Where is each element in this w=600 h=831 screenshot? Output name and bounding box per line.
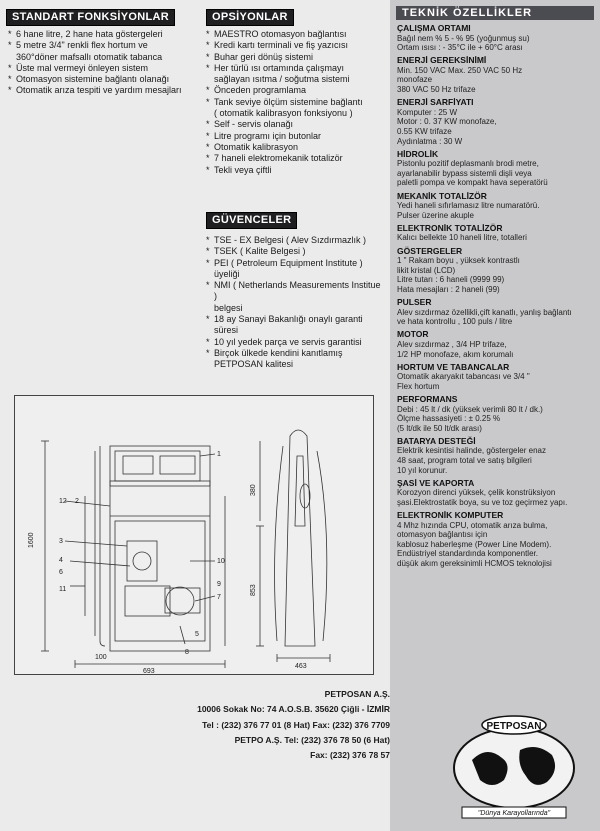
spec-text: Komputer : 25 W Motor : 0. 37 KW monofaze, 0.55 KW trifaze Aydınlatma : 30 W [397, 107, 497, 146]
spec-text: Yedi haneli sıfırlamasız litre numaratörü. Pulser üzerine akuple [397, 201, 540, 220]
part-3: 3 [59, 538, 63, 545]
list-item: * NMI ( Netherlands Measurements Institue ) [206, 280, 386, 303]
company-address [140, 687, 390, 763]
list-item: * 7 haneli elektromekanik totalizör [206, 153, 386, 164]
display-panel [115, 451, 200, 481]
part-6: 6 [59, 569, 63, 576]
spec-heading: MOTOR [397, 329, 429, 340]
spec-text: Korozyon direnci yüksek, çelik konstrüksiyon şasi.Elektrostatik boya, su ve toz geçirmez yapı. [397, 488, 568, 507]
spec-text: Min. 150 VAC Max. 250 VAC 50 Hz monofaze 380 VAC 50 Hz trifaze [397, 65, 523, 95]
options-heading: OPSİYONLAR [206, 9, 294, 26]
spec-heading: ELEKTRONİK KOMPUTER [397, 510, 504, 521]
guarantees-heading: GÜVENCELER [206, 212, 297, 229]
list-item: üyeliği [214, 268, 240, 279]
company-phone-1: Tel : (232) 376 77 01 (8 Hat) Fax: (232) 376 7709 [202, 719, 390, 730]
spec-text: Alev sızdırmaz , 3/4 HP trifaze, 1/2 HP monofaze, akım korumalı [397, 339, 514, 359]
part-10: 10 [217, 558, 225, 565]
dispenser-front-body [110, 446, 210, 651]
dim-693: 693 [143, 668, 155, 674]
list-item: * Üste mal vermeyi önleyen sistem [8, 63, 198, 74]
company-street: 10006 Sokak No: 74 A.O.S.B. 35620 Çiğli - İZMİR [197, 704, 390, 715]
spec-section [397, 511, 597, 569]
list-item: * PEI ( Petroleum Equipment Institute ) [206, 258, 386, 269]
spec-heading: PULSER [397, 297, 432, 308]
spec-section [397, 56, 597, 94]
list-item: * Her türlü ısı ortamında çalışmayı [206, 63, 386, 74]
list-item: * Tank seviye ölçüm sistemine bağlantı [206, 97, 386, 108]
spec-heading: HİDROLİK [397, 148, 439, 159]
list-item: ( otomatik kalibrasyon fonksiyonu ) [214, 108, 353, 119]
logo-brand: PETPOSAN [486, 721, 542, 732]
list-item: * 5 metre 3/4" renkli flex hortum ve [8, 40, 198, 51]
list-item: 360°döner mafsallı otomatik tabanca [16, 51, 163, 62]
spec-text: Pistonlu pozitif deplasmanlı brodi metre, ayarlanabilir bypass sistemli dişli veya paletli pompa ve kompakt hava seperatörü [397, 159, 548, 188]
part-2: 2 [75, 498, 79, 505]
company-phone-2: PETPO A.Ş. Tel: (232) 376 78 50 (6 Hat) [234, 734, 390, 745]
spec-text: Debi : 45 lt / dk (yüksek verimli 80 lt / dk.) Ölçme hassasiyeti : ± 0.25 % (5 lt/dk ile 50 lt/dk arası) [397, 404, 543, 433]
list-item: * Kredi kartı terminali ve fiş yazıcısı [206, 40, 386, 51]
list-item: * Self - servis olanağı [206, 119, 386, 130]
part-8: 8 [185, 649, 189, 656]
spec-text: Otomatik akaryakıt tabancası ve 3/4 " Flex hortum [397, 372, 530, 391]
dim-853: 853 [250, 584, 257, 596]
part-7: 7 [217, 594, 221, 601]
list-item: * Tekli veya çiftli [206, 165, 386, 176]
spec-heading: PERFORMANS [397, 394, 458, 404]
spec-section [397, 479, 597, 508]
list-item: * Birçok ülkede kendini kanıtlamış [206, 348, 386, 359]
dim-380: 380 [250, 484, 257, 496]
spec-section [397, 395, 597, 433]
company-fax-2: Fax: (232) 376 78 57 [310, 750, 390, 761]
spec-heading: BATARYA DESTEĞİ [397, 435, 476, 446]
list-item: * 10 yıl yedek parça ve servis garantisi [206, 337, 386, 348]
company-name: PETPOSAN A.Ş. [324, 689, 390, 699]
spec-section [397, 363, 597, 392]
spec-section [397, 24, 597, 53]
part-9: 9 [217, 581, 221, 588]
spec-section [397, 330, 597, 359]
guarantees-list [206, 235, 386, 371]
dim-1600: 1600 [28, 532, 35, 548]
spec-text: 1 " Rakam boyu , yüksek kontrastlı likit kristal (LCD) Litre tutarı : 6 haneli (9999 99) Hata mesajları : 2 haneli (99) [397, 256, 520, 294]
part-1: 1 [217, 451, 221, 458]
dispenser-drawing-svg [15, 396, 373, 674]
spec-heading: ENERJİ SARFİYATI [397, 97, 474, 108]
spec-section [397, 437, 597, 475]
part-11: 11 [59, 586, 67, 593]
list-item: * Otomatik kalibrasyon [206, 142, 386, 153]
spec-text: Bağıl nem % 5 - % 95 (yoğunmuş su) Ortam ısısı : - 35°C ile + 60°C arası [397, 33, 530, 53]
dispenser-side-body [285, 430, 315, 646]
part-12: 12 [59, 498, 67, 505]
spec-text: Elektrik kesintisi halinde, göstergeler enaz 48 saat, program total ve satış bilgileri 10 yıl korunur. [397, 446, 546, 475]
list-item: * Otomasyon sistemine bağlantı olanağı [8, 74, 198, 85]
options-list [206, 29, 386, 176]
list-item: * Buhar geri dönüş sistemi [206, 52, 386, 63]
logo-tagline: "Dünya Karayollarında" [477, 810, 551, 817]
spec-heading: ÇALIŞMA ORTAMI [397, 23, 471, 33]
list-item: sağlayan ısıtma / soğutma sistemi [214, 74, 350, 85]
spec-heading: GÖSTERGELER [397, 245, 463, 256]
list-item: PETPOSAN kalitesi [214, 359, 294, 370]
spec-section [397, 247, 597, 295]
globe-icon [454, 728, 574, 808]
list-item: * Önceden programlama [206, 85, 386, 96]
technical-specs-title: TEKNİK ÖZELLİKLER [396, 6, 594, 20]
standard-functions-heading: STANDART FONKSİYONLAR [6, 9, 175, 26]
spec-section [397, 298, 597, 327]
spec-text: 4 Mhz hızında CPU, otomatik arıza bulma, otomasyon bağlantısı için kablosuz haberleşme (Power Line Modem). Endüstriyel standardında komponentler. düşük akım gereksinimli HCMOS teknolojisi [397, 520, 552, 569]
petposan-logo [442, 710, 587, 822]
spec-heading: ELEKTRONİK TOTALİZÖR [397, 222, 503, 233]
list-item: * Litre programı için butonlar [206, 131, 386, 142]
technical-drawing [14, 395, 374, 675]
list-item: * 18 ay Sanayi Bakanlığı onaylı garanti süresi [206, 314, 386, 337]
dim-463: 463 [295, 663, 307, 670]
dim-100: 100 [95, 654, 107, 661]
spec-heading: ENERJİ GEREKSİNİMİ [397, 55, 487, 66]
list-item: * 6 hane litre, 2 hane hata göstergeleri [8, 29, 198, 40]
list-item: * Otomatik arıza tespiti ve yardım mesajları [8, 85, 198, 96]
spec-text: Alev sızdırmaz özellikli,çift kanatlı, yanlış bağlantı ve hata kontrollu , 100 puls / litre [397, 307, 572, 327]
spec-section [397, 150, 597, 188]
part-4: 4 [59, 557, 63, 564]
standard-functions-list [8, 29, 198, 97]
spec-heading: MEKANİK TOTALİZÖR [397, 190, 487, 201]
spec-text: Kalıcı bellekte 10 haneli litre, totalleri [397, 233, 527, 243]
spec-section [397, 192, 597, 221]
spec-heading: ŞASİ VE KAPORTA [397, 477, 475, 488]
list-item: belgesi [214, 302, 243, 313]
spec-section [397, 98, 597, 146]
list-item: * MAESTRO otomasyon bağlantısı [206, 29, 386, 40]
list-item: * TSEK ( Kalite Belgesi ) [206, 246, 386, 257]
part-5: 5 [195, 631, 199, 638]
spec-heading: HORTUM VE TABANCALAR [397, 361, 510, 372]
spec-section [397, 224, 597, 243]
list-item: * TSE - EX Belgesi ( Alev Sızdırmazlık ) [206, 235, 386, 246]
